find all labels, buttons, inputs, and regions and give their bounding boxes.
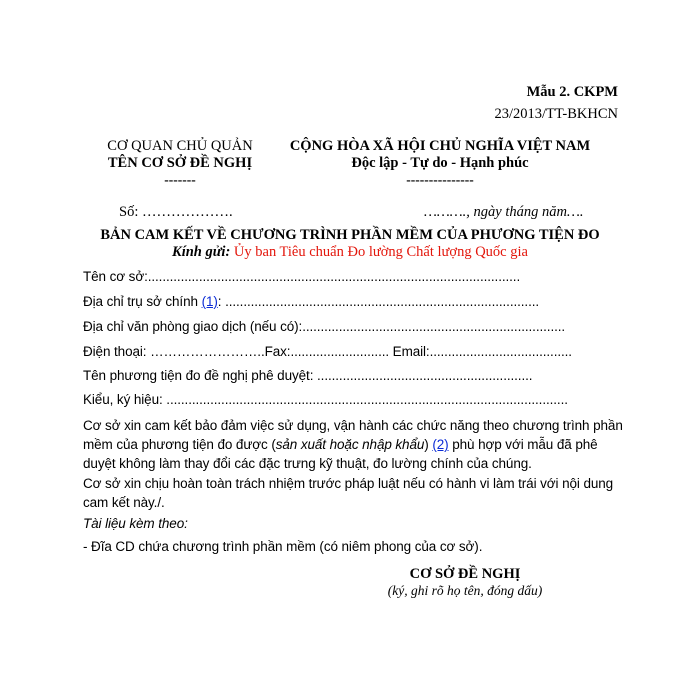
agency-label: CƠ QUAN CHỦ QUẢN (107, 138, 253, 154)
field-office-address: Địa chỉ văn phòng giao dịch (nếu có):........................................................................ (83, 319, 566, 334)
address-label: Địa chỉ trụ sở chính (83, 294, 202, 309)
field-contact: Điện thoại: ……………………..Fax:........................... Email:....................................... (83, 344, 572, 359)
recipient-label: Kính gửi: (172, 244, 231, 260)
commitment-text-3: phù hợp với mẫu đã phê duyệt không làm thay đổi các đặc trưng kỹ thuật, đo lường chính của chúng. (83, 437, 598, 471)
field-facility-name: Tên cơ sở:...................................................................................................... (83, 269, 521, 284)
field-model: Kiểu, ký hiệu: .............................................................................................................. (83, 392, 568, 407)
proposer-name: TÊN CƠ SỞ ĐỀ NGHỊ (107, 155, 253, 171)
attachments-label: Tài liệu kèm theo: (83, 516, 188, 531)
attachment-item: - Đĩa CD chứa chương trình phần mềm (có niêm phong của cơ sở). (83, 539, 483, 554)
recipient-name: Ủy ban Tiêu chuẩn Đo lường Chất lượng Quốc gia (233, 244, 528, 260)
left-divider: ------- (164, 172, 196, 187)
commitment-italic: sản xuất hoặc nhập khẩu (275, 437, 425, 452)
document-number: Số: ………………. (119, 204, 233, 220)
date-line: ………., ngày tháng năm…. (424, 204, 584, 220)
responsibility-paragraph: Cơ sở xin chịu hoàn toàn trách nhiệm trước pháp luật nếu có hành vi làm trái với nội dung cam kết này./. (83, 476, 614, 510)
commitment-text-1: Cơ sở xin cam kết bảo đảm việc sử dụng, vận hành các chức năng theo chương trình phần mềm của phương tiện đo được ( (83, 418, 623, 452)
commitment-paragraph (83, 416, 623, 473)
recipient-line (60, 244, 640, 261)
field-head-office-address (83, 294, 539, 309)
commitment-text-2: ) (424, 437, 433, 452)
form-code: Mẫu 2. CKPM (526, 84, 618, 100)
country-name: CỘNG HÒA XÃ HỘI CHỦ NGHĨA VIỆT NAM (289, 138, 591, 154)
signature-title: CƠ SỞ ĐỀ NGHỊ (409, 566, 521, 582)
field-instrument-name: Tên phương tiện đo đề nghị phê duyệt: ........................................................... (83, 368, 533, 383)
footnote-link-1[interactable]: (1) (201, 294, 218, 309)
footnote-link-2[interactable]: (2) (432, 437, 449, 452)
address-dots: : ...................................................................................... (217, 294, 540, 309)
right-divider: --------------- (406, 172, 474, 187)
signature-note: (ký, ghi rõ họ tên, đóng dấu) (387, 583, 543, 598)
national-motto: Độc lập - Tự do - Hạnh phúc (351, 155, 529, 171)
document-title: BẢN CAM KẾT VỀ CHƯƠNG TRÌNH PHẦN MỀM CỦA PHƯƠNG TIỆN ĐO (100, 227, 600, 243)
circular-number: 23/2013/TT-BKHCN (494, 106, 618, 122)
